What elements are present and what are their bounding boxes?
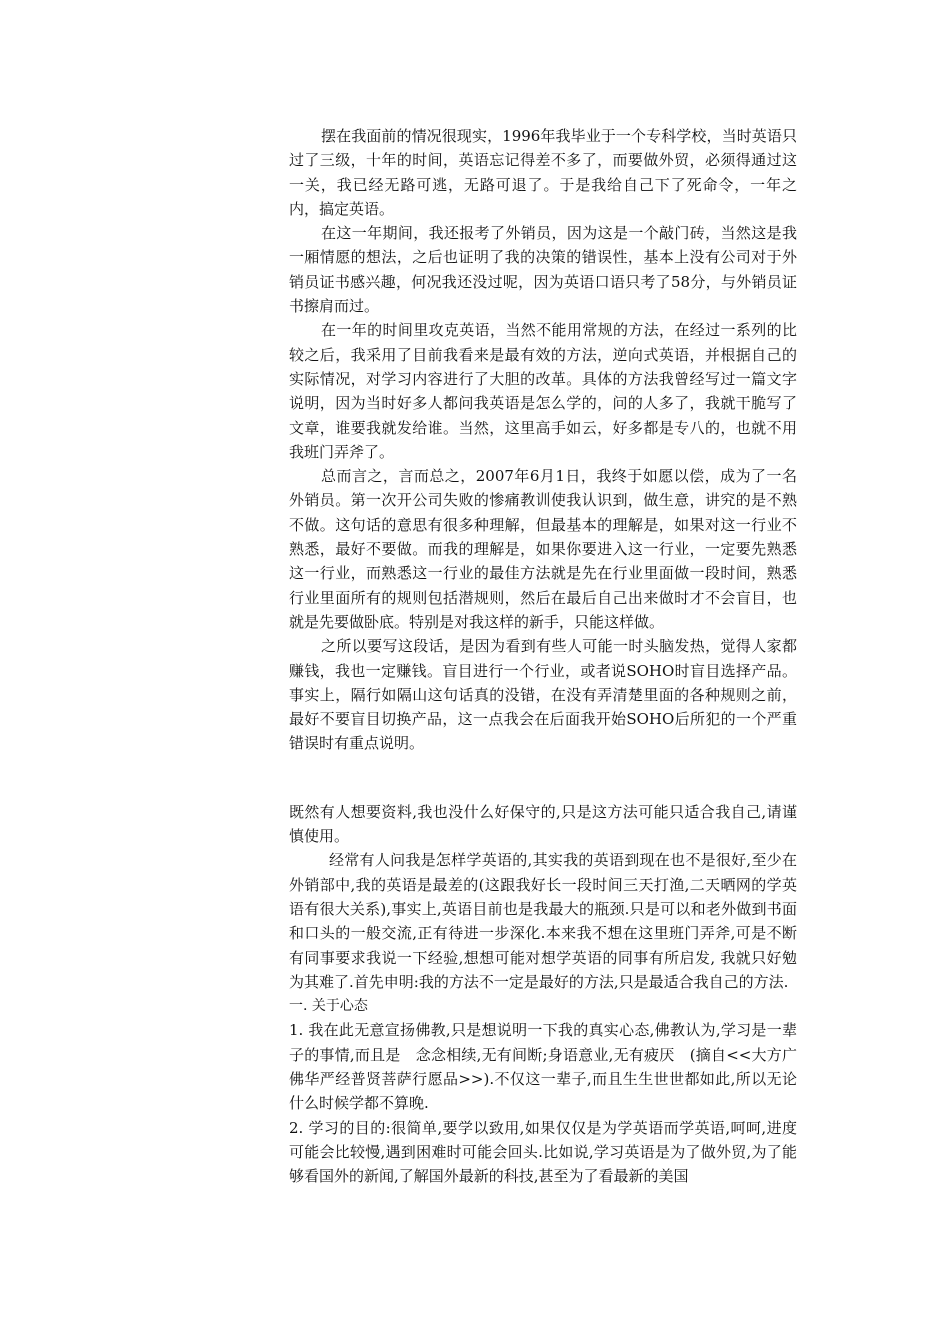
document-body	[289, 124, 797, 1188]
paragraph-spacer	[289, 756, 797, 800]
paragraph-7: 经常有人问我是怎样学英语的,其实我的英语到现在也不是很好,至少在外销部中,我的英语是最差的(这跟我好长一段时间三天打渔,二天晒网的学英语有很大关系),事实上,英语目前也是我最大的瓶颈.只是可以和老外做到书面和口头的一般交流,正有待进一步深化.本来我不想在这里班门弄斧,可是不断有同事要求我说一下经验,想想可能对想学英语的同事有所启发, 我就只好勉为其难了.首先申明:我的方法不一定是最好的方法,只是最适合我自己的方法.	[289, 851, 797, 991]
paragraph-1: 摆在我面前的情况很现实，1996年我毕业于一个专科学校，当时英语只过了三级，十年的时间，英语忘记得差不多了，而要做外贸，必须得通过这一关，我已经无路可逃，无路可退了。于是我给自己下了死命令，一年之内，搞定英语。	[289, 127, 797, 218]
paragraph-4: 总而言之，言而总之，2007年6月1日，我终于如愿以偿，成为了一名外销员。第一次开公司失败的惨痛教训使我认识到，做生意，讲究的是不熟不做。这句话的意思有很多种理解，但最基本的理解是，如果对这一行业不熟悉，最好不要做。而我的理解是，如果你要进入这一行业，一定要先熟悉这一行业，而熟悉这一行业的最佳方法就是先在行业里面做一段时间，熟悉行业里面所有的规则包括潜规则，然后在最后自己出来做时才不会盲目，也就是先要做卧底。特别是对我这样的新手，只能这样做。	[289, 467, 797, 631]
paragraph-2: 在这一年期间，我还报考了外销员，因为这是一个敲门砖，当然这是我一厢情愿的想法，之后也证明了我的决策的错误性，基本上没有公司对于外销员证书感兴趣，何况我还没过呢，因为英语口语只考了58分，与外销员证书擦肩而过。	[289, 224, 797, 316]
list-item-2: 2. 学习的目的:很简单,要学以致用,如果仅仅是为学英语而学英语,呵呵,进度可能会比较慢,遇到困难时可能会回头.比如说,学习英语是为了做外贸,为了能够看国外的新闻,了解国外最新的科技,甚至为了看最新的美国	[289, 1118, 797, 1186]
section-heading-mindset: 一. 关于心态	[289, 998, 368, 1015]
paragraph-6: 既然有人想要资料,我也没什么好保守的,只是这方法可能只适合我自己,请谨慎使用。	[289, 802, 797, 846]
paragraph-5: 之所以要写这段话，是因为看到有些人可能一时头脑发热，觉得人家都赚钱，我也一定赚钱。盲目进行一个行业，或者说SOHO时盲目选择产品。事实上，隔行如隔山这句话真的没错，在没有弄清楚里面的各种规则之前，最好不要盲目切换产品，这一点我会在后面我开始SOHO后所犯的一个严重错误时有重点说明。	[289, 637, 797, 753]
list-item-1: 1. 我在此无意宣扬佛教,只是想说明一下我的真实心态,佛教认为,学习是一辈子的事情,而且是 念念相续,无有间断;身语意业,无有疲厌 (摘自<<大方广佛华严经普贤菩萨行愿品>>).不仅这一辈子,而且生生世世都如此,所以无论什么时候学都不算晚.	[289, 1021, 797, 1113]
paragraph-3: 在一年的时间里攻克英语，当然不能用常规的方法，在经过一系列的比较之后，我采用了目前我看来是最有效的方法，逆向式英语，并根据自己的实际情况，对学习内容进行了大胆的改革。具体的方法我曾经写过一篇文字说明，因为当时好多人都问我英语是怎么学的，问的人多了，我就干脆写了文章，谁要我就发给谁。当然，这里高手如云，好多都是专八的，也就不用我班门弄斧了。	[289, 321, 797, 461]
